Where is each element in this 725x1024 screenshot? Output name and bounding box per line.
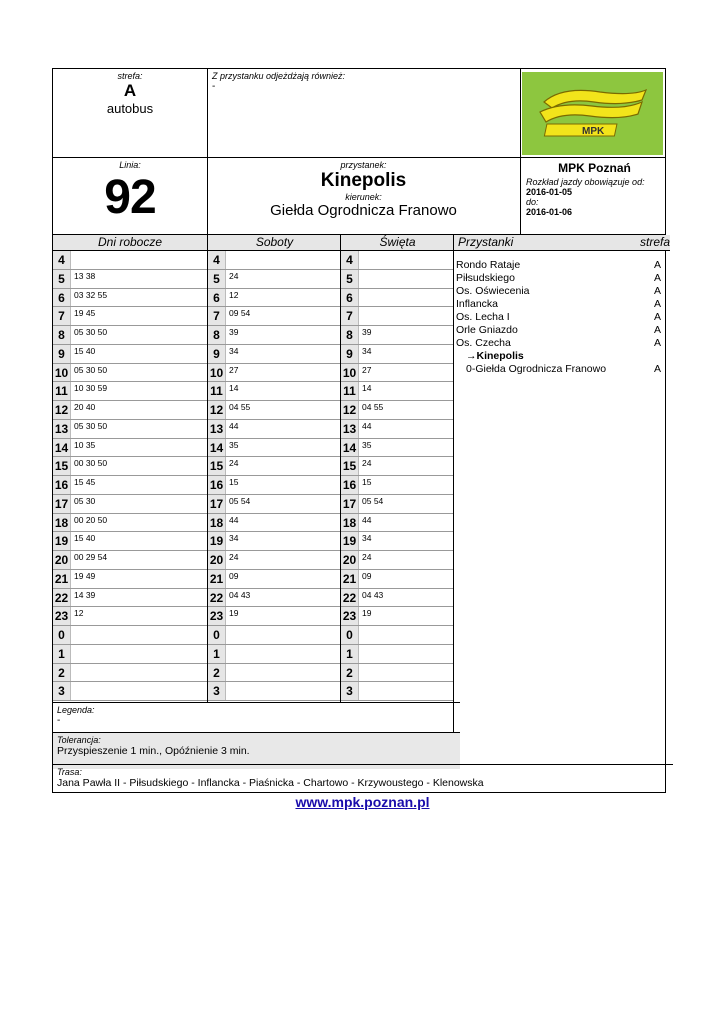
- minutes-cell: 00 30 50: [74, 458, 108, 469]
- stop-item: [456, 311, 661, 324]
- minutes-cell: 15: [362, 477, 372, 487]
- hour-cell: 23: [341, 607, 359, 625]
- timetable-row: [341, 607, 453, 626]
- hour-cell: 9: [53, 345, 71, 363]
- minutes-cell: 04 55: [362, 402, 384, 412]
- timetable-sheet: [52, 68, 670, 793]
- timetable-row: [53, 251, 207, 270]
- stop-label: przystanek:: [340, 160, 387, 170]
- minutes-cell: 12: [74, 608, 84, 619]
- minutes-cell: 19 45: [74, 308, 96, 319]
- timetable-row: [341, 401, 453, 420]
- minutes-cell: 35: [362, 439, 372, 450]
- timetable-row: [53, 326, 207, 345]
- hour-cell: 15: [208, 457, 226, 475]
- minutes-cell: 20 40: [74, 402, 96, 412]
- hour-cell: 14: [341, 439, 359, 457]
- hour-cell: 2: [208, 664, 226, 682]
- minutes-cell: 05 30 50: [74, 420, 108, 431]
- hour-cell: 7: [208, 307, 226, 325]
- zone-header-label: strefa: [639, 235, 670, 249]
- zone-label: strefa:: [117, 71, 143, 81]
- timetable-row: [53, 532, 207, 551]
- minutes-cell: 04 43: [362, 589, 384, 600]
- hour-cell: 7: [341, 307, 359, 325]
- timetable-row: [53, 401, 207, 420]
- hour-cell: 21: [53, 570, 71, 588]
- hour-cell: 0: [208, 626, 226, 644]
- timetable-row: [53, 570, 207, 589]
- minutes-cell: 34: [229, 533, 239, 544]
- hour-cell: 12: [341, 401, 359, 419]
- timetable-row: [341, 251, 453, 270]
- timetable-row: [208, 589, 340, 608]
- timetable-row: [208, 495, 340, 514]
- timetable-row: [53, 589, 207, 608]
- line-label: Linia:: [119, 160, 141, 170]
- stop-item-name: Rondo Rataje: [456, 259, 521, 271]
- minutes-cell: 09: [229, 570, 239, 581]
- timetable-row: [208, 420, 340, 439]
- timetable-row: [208, 439, 340, 458]
- hour-cell: 1: [53, 645, 71, 663]
- minutes-cell: 24: [362, 458, 372, 469]
- timetable-row: [341, 532, 453, 551]
- timetable-row: [341, 420, 453, 439]
- mpk-logo-icon: [522, 72, 663, 155]
- hour-cell: 19: [53, 532, 71, 550]
- hour-cell: 1: [208, 645, 226, 663]
- legend-label: Legenda:: [57, 705, 95, 715]
- route-block: [53, 764, 673, 797]
- hour-cell: 5: [208, 270, 226, 288]
- minutes-cell: 34: [362, 533, 372, 544]
- timetable-row: [208, 289, 340, 308]
- timetable-row: [53, 626, 207, 645]
- also-departing-block: [212, 71, 512, 92]
- hour-cell: 4: [208, 251, 226, 269]
- timetable-row: [53, 420, 207, 439]
- divider: [53, 157, 665, 158]
- hour-cell: 0: [53, 626, 71, 644]
- minutes-cell: 27: [362, 364, 372, 375]
- also-departing-label: Z przystanku odjeżdżają również:: [212, 71, 346, 81]
- timetable-row: [341, 289, 453, 308]
- timetable-row: [341, 589, 453, 608]
- hour-cell: 17: [341, 495, 359, 513]
- minutes-cell: 09: [362, 570, 372, 581]
- stops-header-label: Przystanki: [458, 235, 514, 249]
- hour-cell: 14: [53, 439, 71, 457]
- minutes-cell: 34: [362, 345, 372, 356]
- hour-cell: 16: [53, 476, 71, 494]
- mpk-logo: [522, 72, 663, 155]
- timetable-row: [208, 626, 340, 645]
- stop-item: [456, 337, 661, 350]
- stop-item-name: Inflancka: [456, 298, 499, 310]
- timetable-row: [341, 514, 453, 533]
- stops-list: [456, 259, 661, 376]
- hour-cell: 10: [341, 364, 359, 382]
- hour-cell: 9: [341, 345, 359, 363]
- minutes-cell: 09 54: [229, 308, 251, 319]
- timetable-row: [53, 457, 207, 476]
- line-block: [53, 160, 207, 225]
- hour-cell: 14: [208, 439, 226, 457]
- timetable-row: [341, 664, 453, 683]
- minutes-cell: 05 30: [74, 495, 96, 506]
- timetable-row: [53, 495, 207, 514]
- timetable-row: [341, 270, 453, 289]
- timetable-row: [208, 382, 340, 401]
- stop-item-name: Piłsudskiego: [456, 272, 515, 284]
- stop-item: [456, 298, 661, 311]
- stop-item-zone: A: [653, 298, 661, 310]
- hour-cell: 7: [53, 307, 71, 325]
- timetable-row: [53, 364, 207, 383]
- timetable-row: [53, 345, 207, 364]
- timetable-row: [208, 532, 340, 551]
- minutes-cell: 39: [229, 327, 239, 337]
- hour-cell: 16: [208, 476, 226, 494]
- hour-cell: 11: [208, 382, 226, 400]
- valid-from-label: Rozkład jazdy obowiązuje od:: [526, 177, 645, 187]
- timetable-row: [208, 307, 340, 326]
- timetable-row: [208, 251, 340, 270]
- minutes-cell: 05 54: [362, 495, 384, 506]
- minutes-cell: 44: [229, 514, 239, 525]
- timetable-row: [208, 551, 340, 570]
- timetable-row: [341, 345, 453, 364]
- hour-cell: 6: [208, 289, 226, 307]
- timetable-row: [53, 382, 207, 401]
- stop-item-name: Orle Gniazdo: [456, 324, 518, 336]
- stop-item: [456, 363, 661, 376]
- minutes-cell: 14 39: [74, 589, 96, 600]
- hour-cell: 18: [53, 514, 71, 532]
- minutes-cell: 15 40: [74, 345, 96, 356]
- hour-cell: 4: [53, 251, 71, 269]
- stop-item-zone: A: [653, 311, 661, 323]
- stop-item: [456, 324, 661, 337]
- hour-cell: 5: [341, 270, 359, 288]
- website-link[interactable]: www.mpk.poznan.pl: [295, 794, 430, 810]
- stop-item: [456, 350, 661, 363]
- tolerance-label: Tolerancja:: [57, 735, 101, 745]
- minutes-cell: 15: [229, 477, 239, 487]
- timetable-row: [341, 645, 453, 664]
- hour-cell: 13: [341, 420, 359, 438]
- timetable-row: [341, 439, 453, 458]
- hour-cell: 8: [341, 326, 359, 344]
- hour-cell: 23: [208, 607, 226, 625]
- timetable-row: [53, 645, 207, 664]
- divider: [520, 69, 521, 234]
- hour-cell: 19: [208, 532, 226, 550]
- timetable-row: [208, 401, 340, 420]
- timetable-row: [341, 457, 453, 476]
- timetable-row: [208, 645, 340, 664]
- route-value: Jana Pawła II - Piłsudskiego - Inflancka - Piaśnicka - Chartowo - Krzywoustego - Klenowska: [57, 777, 484, 789]
- hour-cell: 13: [208, 420, 226, 438]
- hour-cell: 2: [341, 664, 359, 682]
- timetable-row: [208, 514, 340, 533]
- timetable-row: [208, 270, 340, 289]
- hour-cell: 15: [341, 457, 359, 475]
- timetable-row: [208, 607, 340, 626]
- timetable-row: [341, 551, 453, 570]
- minutes-cell: 05 54: [229, 495, 251, 506]
- validity-block: [526, 161, 663, 217]
- operator-name: MPK Poznań: [558, 161, 631, 175]
- minutes-cell: 00 29 54: [74, 552, 108, 562]
- holidays-header: Święta: [340, 235, 454, 251]
- timetable-row: [341, 626, 453, 645]
- minutes-cell: 19 49: [74, 570, 96, 581]
- hour-cell: 1: [341, 645, 359, 663]
- vehicle-type: autobus: [106, 101, 154, 116]
- hour-cell: 3: [53, 682, 71, 700]
- divider: [453, 235, 454, 764]
- minutes-cell: 24: [229, 270, 239, 281]
- hour-cell: 20: [53, 551, 71, 569]
- hour-cell: 22: [341, 589, 359, 607]
- stop-item-zone: A: [653, 285, 661, 297]
- stop-name: Kinepolis: [320, 170, 407, 191]
- valid-from: 2016-01-05: [526, 187, 573, 197]
- stop-item: [456, 259, 661, 272]
- timetable-row: [53, 551, 207, 570]
- saturdays-column: [208, 251, 340, 701]
- minutes-cell: 44: [229, 420, 239, 431]
- minutes-cell: 04 43: [229, 589, 251, 600]
- timetable-row: [341, 382, 453, 401]
- timetable-row: [341, 476, 453, 495]
- minutes-cell: 10 30 59: [74, 383, 108, 394]
- hour-cell: 15: [53, 457, 71, 475]
- timetable-row: [53, 476, 207, 495]
- stop-item: [456, 272, 661, 285]
- zone-letter: A: [123, 81, 137, 100]
- timetable-row: [208, 682, 340, 701]
- saturdays-header: Soboty: [207, 235, 341, 251]
- timetable-row: [208, 457, 340, 476]
- hour-cell: 20: [341, 551, 359, 569]
- zone-block: [53, 71, 207, 116]
- minutes-cell: 19: [229, 608, 239, 619]
- minutes-cell: 34: [229, 345, 239, 356]
- hour-cell: 2: [53, 664, 71, 682]
- stop-item-zone: A: [653, 363, 661, 375]
- stops-header: [453, 235, 670, 251]
- hour-cell: 3: [208, 682, 226, 700]
- valid-to-label: do:: [526, 197, 539, 207]
- timetable-row: [208, 664, 340, 683]
- timetable-row: [341, 495, 453, 514]
- hour-cell: 6: [53, 289, 71, 307]
- minutes-cell: 12: [229, 289, 239, 300]
- minutes-cell: 35: [229, 439, 239, 450]
- hour-cell: 20: [208, 551, 226, 569]
- hour-cell: 9: [208, 345, 226, 363]
- timetable-row: [208, 345, 340, 364]
- minutes-cell: 19: [362, 608, 372, 619]
- hour-cell: 11: [53, 382, 71, 400]
- weekdays-header: Dni robocze: [53, 235, 207, 251]
- timetable-row: [341, 682, 453, 701]
- hour-cell: 17: [53, 495, 71, 513]
- hour-cell: 6: [341, 289, 359, 307]
- direction-name: Giełda Ogrodnicza Franowo: [270, 202, 457, 219]
- direction-label: kierunek:: [345, 192, 382, 202]
- stop-block: [207, 160, 520, 219]
- timetable-row: [208, 326, 340, 345]
- minutes-cell: 05 30 50: [74, 364, 108, 375]
- holidays-column: [341, 251, 453, 701]
- minutes-cell: 24: [229, 458, 239, 469]
- hour-cell: 8: [53, 326, 71, 344]
- arrow-right-icon: →: [466, 350, 477, 362]
- hour-cell: 17: [208, 495, 226, 513]
- stop-item: [456, 285, 661, 298]
- hour-cell: 5: [53, 270, 71, 288]
- minutes-cell: 14: [362, 383, 372, 394]
- stop-item-name: Os. Oświecenia: [456, 285, 530, 297]
- hour-cell: 19: [341, 532, 359, 550]
- timetable-row: [208, 364, 340, 383]
- timetable-row: [341, 307, 453, 326]
- timetable-row: [53, 664, 207, 683]
- hour-cell: 8: [208, 326, 226, 344]
- timetable-row: [53, 307, 207, 326]
- minutes-cell: 44: [362, 514, 372, 525]
- hour-cell: 18: [208, 514, 226, 532]
- timetable-row: [53, 514, 207, 533]
- minutes-cell: 00 20 50: [74, 514, 108, 525]
- timetable-row: [341, 364, 453, 383]
- hour-cell: 13: [53, 420, 71, 438]
- hour-cell: 4: [341, 251, 359, 269]
- valid-to: 2016-01-06: [526, 207, 573, 217]
- hour-cell: 22: [208, 589, 226, 607]
- hour-cell: 11: [341, 382, 359, 400]
- stop-item-zone: A: [653, 337, 661, 349]
- stop-item-zone: A: [653, 259, 661, 271]
- route-label: Trasa:: [57, 767, 82, 777]
- stop-item-name: Kinepolis: [476, 350, 524, 362]
- minutes-cell: 24: [229, 552, 239, 562]
- weekdays-column: [53, 251, 207, 701]
- minutes-cell: 44: [362, 420, 372, 431]
- stop-item-name: Os. Lecha I: [456, 311, 510, 323]
- hour-cell: 22: [53, 589, 71, 607]
- minutes-cell: 05 30 50: [74, 327, 108, 337]
- minutes-cell: 15 45: [74, 477, 96, 487]
- timetable-row: [53, 289, 207, 308]
- hour-cell: 23: [53, 607, 71, 625]
- timetable-row: [208, 570, 340, 589]
- tolerance-value: Przyspieszenie 1 min., Opóźnienie 3 min.: [57, 745, 250, 757]
- hour-cell: 10: [208, 364, 226, 382]
- hour-cell: 10: [53, 364, 71, 382]
- stop-item-zone: A: [653, 272, 661, 284]
- hour-cell: 12: [208, 401, 226, 419]
- minutes-cell: 03 32 55: [74, 289, 108, 300]
- minutes-cell: 10 35: [74, 439, 96, 450]
- hour-cell: 3: [341, 682, 359, 700]
- timetable-row: [53, 270, 207, 289]
- minutes-cell: 14: [229, 383, 239, 394]
- minutes-cell: 27: [229, 364, 239, 375]
- hour-cell: 21: [208, 570, 226, 588]
- timetable-row: [208, 476, 340, 495]
- also-departing-value: -: [212, 81, 216, 92]
- logo-text: MPK: [582, 126, 605, 137]
- legend-value: -: [57, 715, 61, 726]
- stop-item-zone: A: [653, 324, 661, 336]
- minutes-cell: 15 40: [74, 533, 96, 544]
- stop-item-name: Os. Czecha: [456, 337, 511, 349]
- timetable-row: [53, 607, 207, 626]
- timetable-row: [341, 326, 453, 345]
- minutes-cell: 39: [362, 327, 372, 337]
- timetable-row: [53, 439, 207, 458]
- hour-cell: 12: [53, 401, 71, 419]
- minutes-cell: 13 38: [74, 270, 96, 281]
- timetable-row: [53, 682, 207, 701]
- hour-cell: 0: [341, 626, 359, 644]
- minutes-cell: 04 55: [229, 402, 251, 412]
- timetable-row: [341, 570, 453, 589]
- hour-cell: 16: [341, 476, 359, 494]
- hour-cell: 21: [341, 570, 359, 588]
- stop-item-name: 0-Giełda Ogrodnicza Franowo: [466, 363, 607, 375]
- minutes-cell: 24: [362, 552, 372, 562]
- line-number: 92: [104, 171, 156, 224]
- hour-cell: 18: [341, 514, 359, 532]
